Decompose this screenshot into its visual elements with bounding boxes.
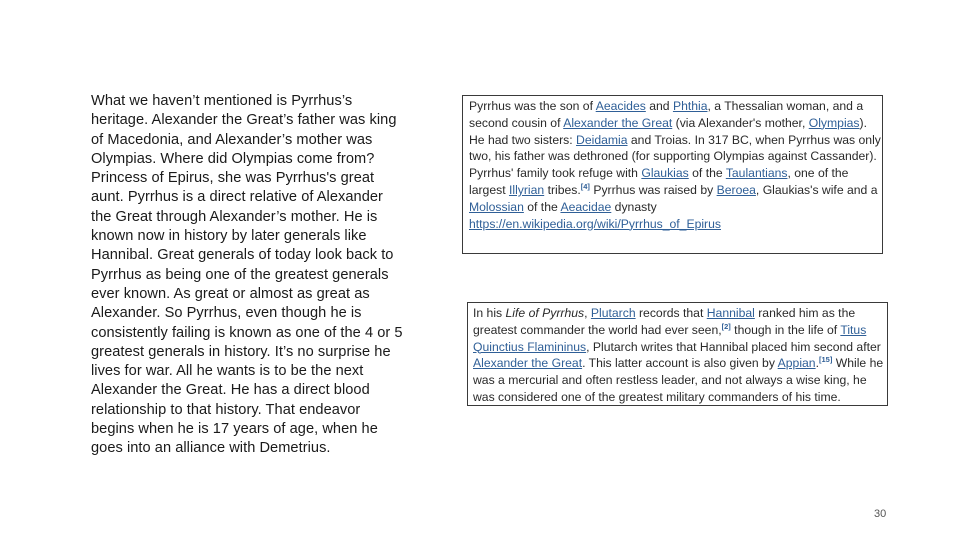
citation-ref[interactable]: [15] <box>818 355 833 365</box>
link-hannibal[interactable]: Hannibal <box>706 306 755 320</box>
quote-text: Pyrrhus was raised by <box>589 182 717 197</box>
link-taulantians[interactable]: Taulantians <box>725 166 788 181</box>
quote-text: , a Thessalian woman, and a second cousin of <box>469 99 864 130</box>
quote-text: , one of the largest <box>469 166 849 197</box>
quote-text: , <box>584 306 591 320</box>
page-number: 30 <box>874 508 887 520</box>
quote-text: In his <box>473 306 506 320</box>
link-appian[interactable]: Appian <box>777 356 816 371</box>
citation-ref[interactable]: [2] <box>721 321 731 331</box>
quote-text: ranked him as the greatest commander the world had ever seen, <box>473 306 856 337</box>
quote-text: Pyrrhus was the son of <box>469 99 596 113</box>
slide-body-text: What we haven’t mentioned is Pyrrhus’s heritage. Alexander the Great’s father was king of Macedonia, and Alexander’s mother was Olympias. Where did Olympias come from? Princess of Epirus, she was Pyrrhus's great aunt. Pyrrhus is a direct relative of Alexander the Great through Alexander’s mother. He is known now in history by later generals like Hannibal. Great generals of today look back to Pyrrhus as being one of the greatest generals ever known. As great or almost as great as Alexander. So Pyrrhus, even though he is consistently failing is known as one of the 4 or 5 greatest generals in history. It’s no surprise he lives for war. All he wants is to be the next Alexander the Great. He has a direct blood relationship to that history. That endeavor begins when he is 17 years of age, when he goes into an alliance with Demetrius. <box>91 93 403 457</box>
quote-text: , Glaukias's wife and a <box>755 182 878 197</box>
wikipedia-quote-box-2 <box>467 302 888 406</box>
link-illyrian[interactable]: Illyrian <box>508 182 545 197</box>
link-alexander-the-great[interactable]: Alexander the Great <box>473 356 583 371</box>
quote-text: , Plutarch writes that Hannibal placed him second after <box>586 339 881 354</box>
quote-1-paragraph <box>469 98 882 232</box>
quote-2-paragraph <box>473 305 887 406</box>
link-olympias[interactable]: Olympias <box>808 115 860 130</box>
link-aeacides[interactable]: Aeacides <box>595 99 646 113</box>
link-titus-quinctius-flamininus[interactable]: Titus Quinctius Flamininus <box>473 322 867 354</box>
quote-text: of the <box>688 166 726 181</box>
quote-text: (via Alexander's mother, <box>672 115 809 130</box>
wikipedia-quote-box-1 <box>462 95 883 254</box>
link-deidamia[interactable]: Deidamia <box>576 132 628 147</box>
quote-text: ). He had two sisters: <box>469 115 867 147</box>
quote-text: and <box>645 99 673 113</box>
book-title: Life of Pyrrhus <box>505 306 585 320</box>
quote-text: dynasty <box>611 199 657 214</box>
link-plutarch[interactable]: Plutarch <box>590 306 636 320</box>
quote-text: records that <box>635 306 707 320</box>
quote-text: and Troias. In 317 BC, when Pyrrhus was only two, his father was dethroned (for supporting Olympias against Cassander). Pyrrhus' family took refuge with <box>469 132 881 181</box>
citation-ref[interactable]: [4] <box>580 181 590 191</box>
link-phthia[interactable]: Phthia <box>672 99 708 113</box>
link-glaukias[interactable]: Glaukias <box>641 166 689 181</box>
link-alexander-the-great[interactable]: Alexander the Great <box>563 115 673 130</box>
quote-text: tribes. <box>544 182 581 197</box>
link-aeacidae[interactable]: Aeacidae <box>560 199 612 214</box>
quote-text: While he was a mercurial and often restless leader, and not always a wise king, he was considered one of the greatest military commanders of his time. <box>473 356 884 404</box>
source-url-link[interactable]: https://en.wikipedia.org/wiki/Pyrrhus_of_Epirus <box>469 216 721 231</box>
link-beroea[interactable]: Beroea <box>716 182 756 197</box>
link-molossian[interactable]: Molossian <box>469 199 524 214</box>
quote-text: of the <box>523 199 561 214</box>
quote-text: though in the life of <box>730 322 841 337</box>
quote-text: . <box>815 356 819 371</box>
quote-text: . This latter account is also given by <box>582 356 778 371</box>
